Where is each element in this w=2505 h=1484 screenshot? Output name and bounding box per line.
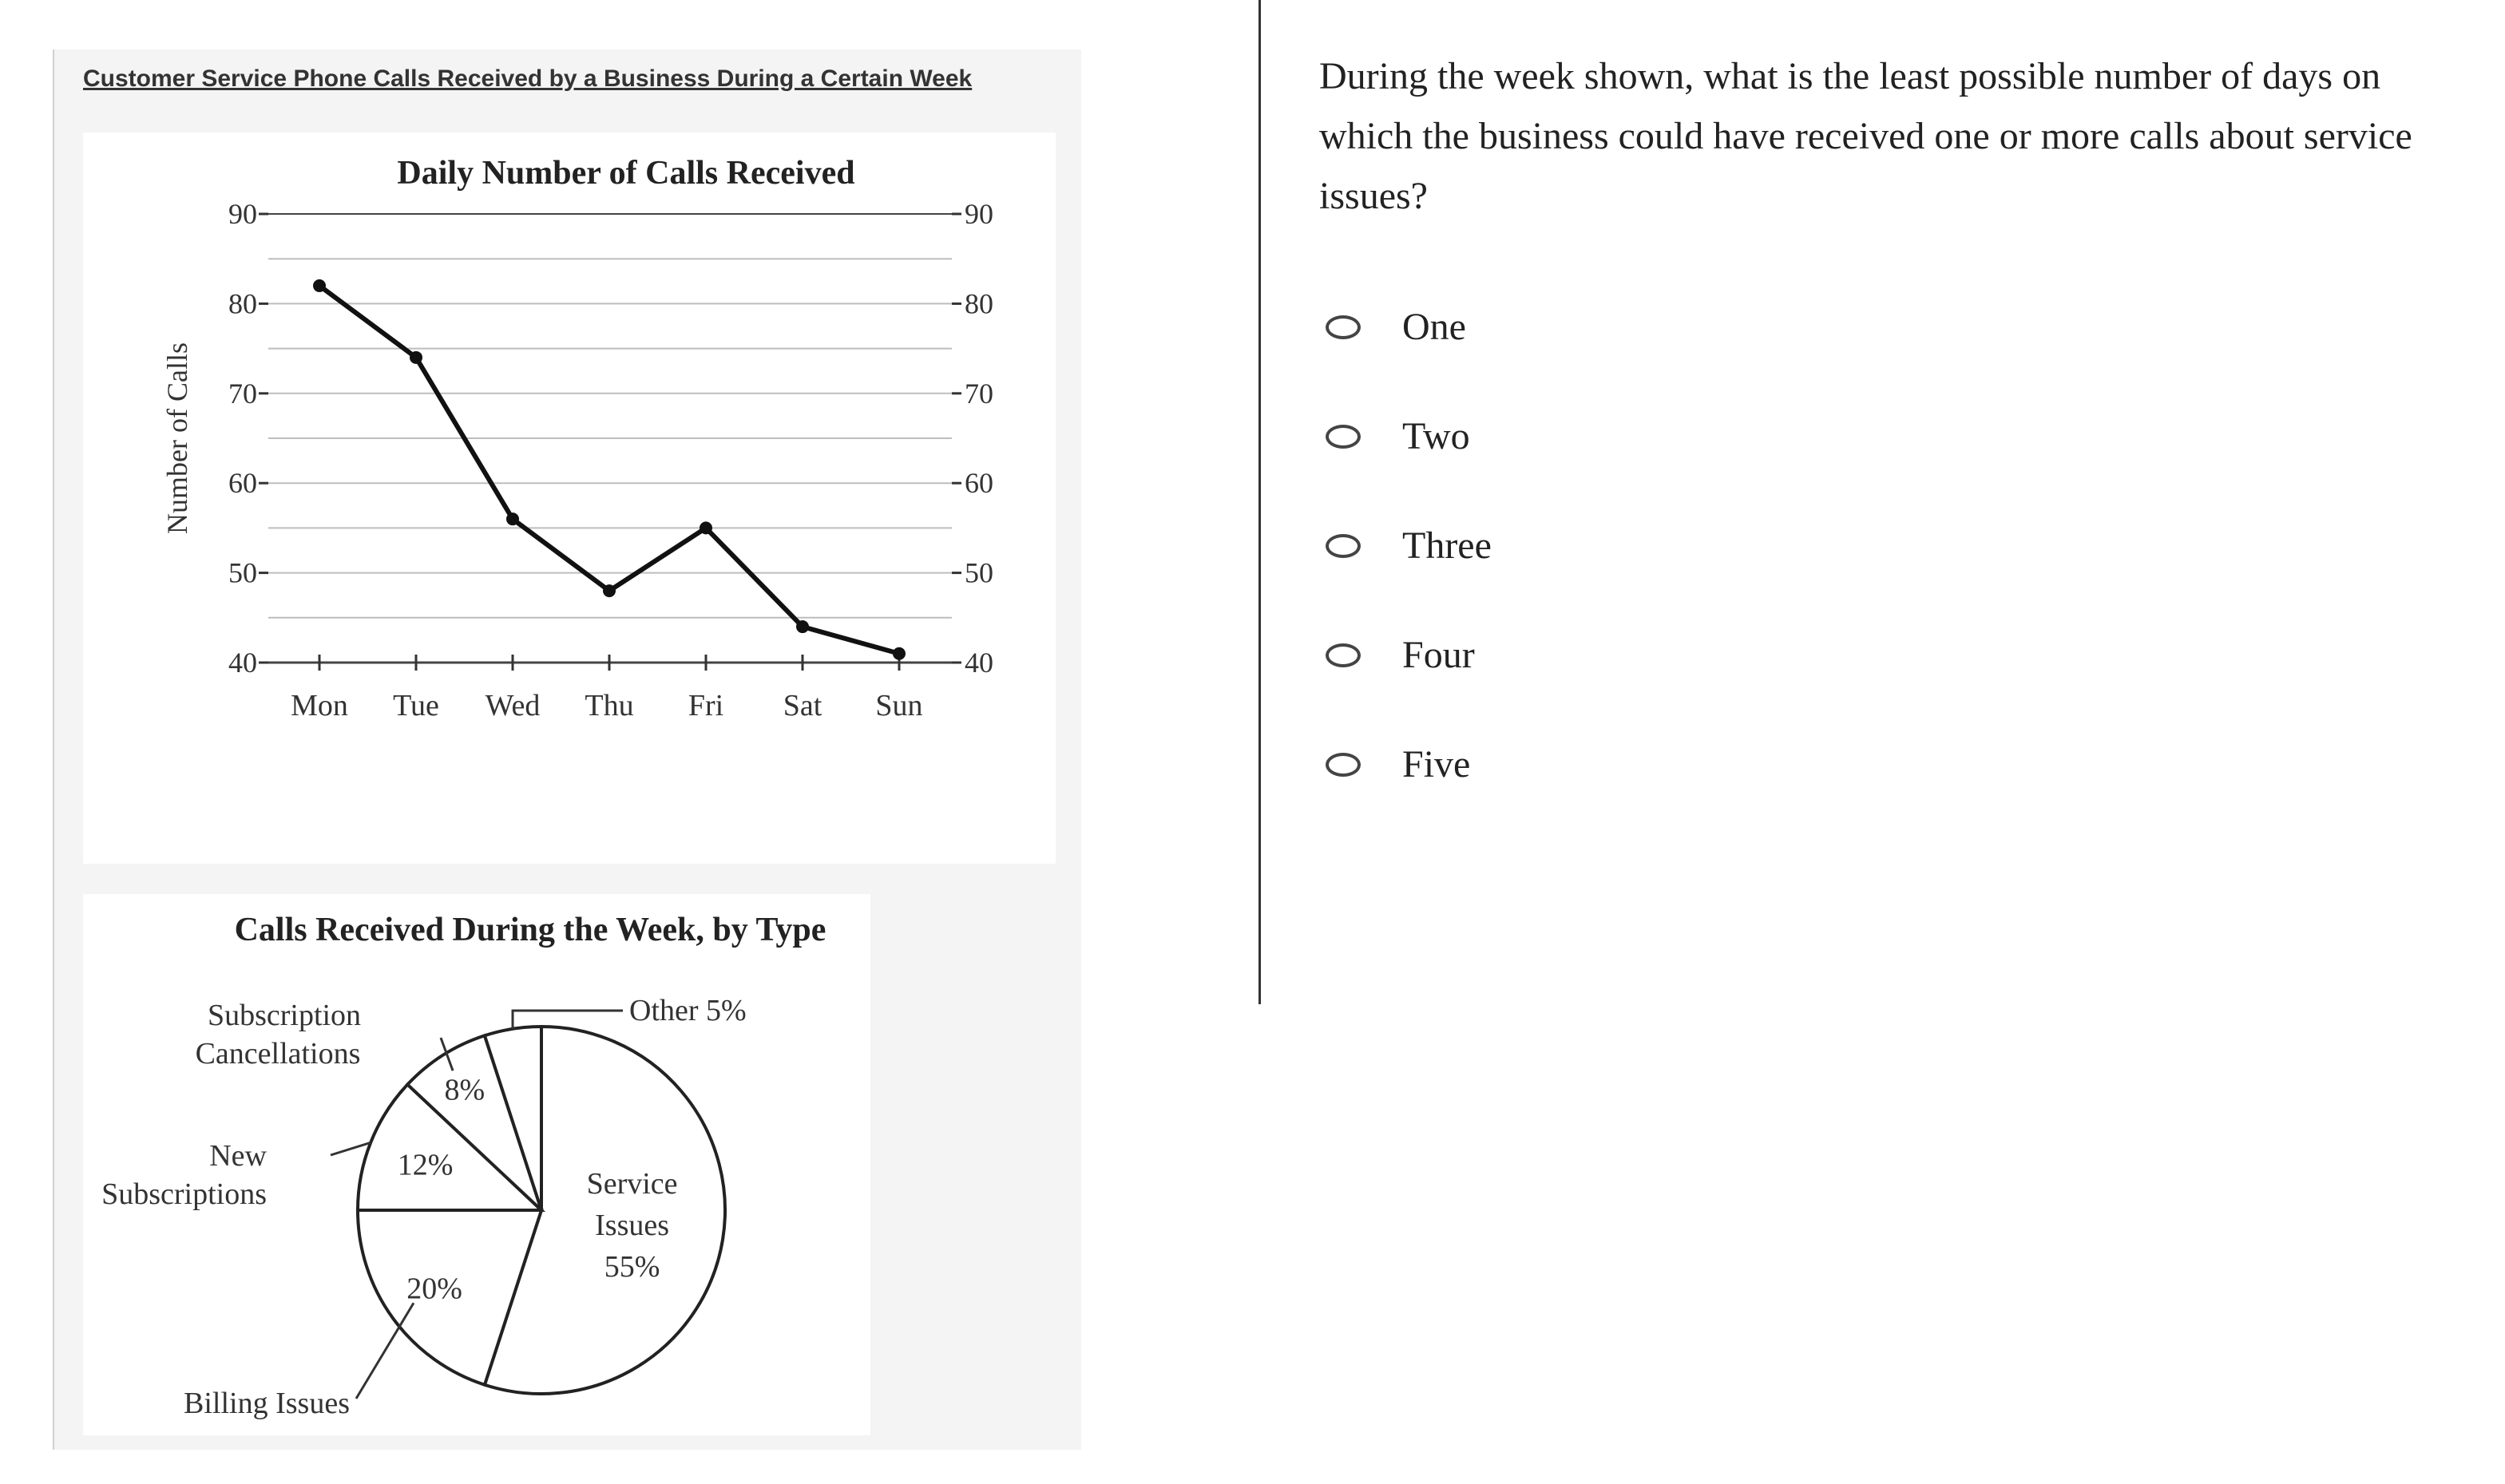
data-point-wed — [506, 512, 519, 525]
option-two[interactable] — [1319, 382, 2469, 491]
callout-label-billing-issues: Billing Issues — [184, 1387, 350, 1420]
stimulus-panel — [53, 49, 1081, 1450]
data-point-thu — [603, 584, 616, 597]
x-tick-label-thu: Thu — [585, 689, 634, 722]
callout-label-subscription-cancellations: Subscription — [207, 999, 362, 1032]
x-tick-label-sun: Sun — [875, 689, 923, 722]
callout-line-new-subscriptions — [331, 1142, 371, 1155]
stimulus-title: Customer Service Phone Calls Received by a Business During a Certain Week — [83, 65, 973, 92]
y-tick-label-right: 50 — [965, 556, 993, 589]
data-point-mon — [313, 279, 326, 292]
radio-icon[interactable] — [1326, 315, 1361, 339]
question-text: During the week shown, what is the least possible number of days on which the business could have received one or more calls about service issues? — [1319, 55, 2412, 217]
slice-label-subscription-cancellations: 8% — [444, 1073, 486, 1107]
slice-label-new-subscriptions: 12% — [397, 1148, 454, 1182]
option-one[interactable] — [1319, 272, 2469, 382]
x-tick-label-sat: Sat — [783, 689, 822, 722]
line-chart-title: Daily Number of Calls Received — [397, 155, 855, 192]
y-tick-label-left: 90 — [228, 198, 257, 230]
radio-icon[interactable] — [1326, 753, 1361, 777]
line-chart — [83, 133, 1056, 864]
pie-chart — [83, 894, 870, 1435]
option-three[interactable] — [1319, 491, 2469, 600]
data-point-sun — [893, 647, 906, 660]
answer-options — [1319, 272, 2469, 819]
question-area — [1319, 46, 2469, 819]
option-label: Four — [1402, 634, 1475, 676]
option-label: Five — [1402, 743, 1471, 786]
callout-label-new-subscriptions: Subscriptions — [101, 1177, 267, 1211]
x-tick-label-mon: Mon — [291, 689, 348, 722]
line-chart-card — [83, 133, 1056, 864]
y-axis-label: Number of Calls — [161, 342, 193, 534]
y-tick-label-left: 50 — [228, 556, 257, 589]
callout-label-new-subscriptions: New — [209, 1139, 267, 1173]
radio-icon[interactable] — [1326, 534, 1361, 558]
radio-icon[interactable] — [1326, 643, 1361, 667]
slice-label-service-issues: 55% — [604, 1249, 660, 1284]
option-four[interactable] — [1319, 600, 2469, 710]
option-label: Three — [1402, 524, 1492, 567]
x-tick-label-wed: Wed — [485, 689, 541, 722]
pie-chart-card — [83, 894, 870, 1435]
slice-label-service-issues: Issues — [595, 1208, 670, 1242]
y-tick-label-right: 90 — [965, 198, 993, 230]
callout-line-billing-issues — [356, 1303, 414, 1399]
x-tick-label-tue: Tue — [393, 689, 439, 722]
y-tick-label-left: 60 — [228, 467, 257, 500]
data-point-sat — [796, 620, 809, 633]
slice-label-billing-issues: 20% — [406, 1272, 462, 1306]
y-tick-label-left: 80 — [228, 287, 257, 320]
x-tick-label-fri: Fri — [688, 689, 724, 722]
y-tick-label-left: 70 — [228, 377, 257, 410]
callout-label-subscription-cancellations: Cancellations — [195, 1037, 361, 1070]
y-tick-label-right: 70 — [965, 377, 993, 410]
option-label: One — [1402, 306, 1466, 348]
y-tick-label-right: 40 — [965, 647, 993, 679]
y-tick-label-right: 60 — [965, 467, 993, 500]
series-line — [319, 286, 899, 654]
callout-label-other: Other 5% — [629, 994, 747, 1027]
radio-icon[interactable] — [1326, 425, 1361, 449]
option-five[interactable] — [1319, 710, 2469, 819]
data-point-fri — [700, 521, 712, 534]
pie-chart-title: Calls Received During the Week, by Type — [234, 912, 826, 948]
y-tick-label-right: 80 — [965, 287, 993, 320]
option-label: Two — [1402, 415, 1470, 457]
panel-divider — [1258, 0, 1261, 1004]
slice-label-service-issues: Service — [586, 1166, 678, 1201]
data-point-tue — [410, 351, 422, 364]
y-tick-label-left: 40 — [228, 647, 257, 679]
